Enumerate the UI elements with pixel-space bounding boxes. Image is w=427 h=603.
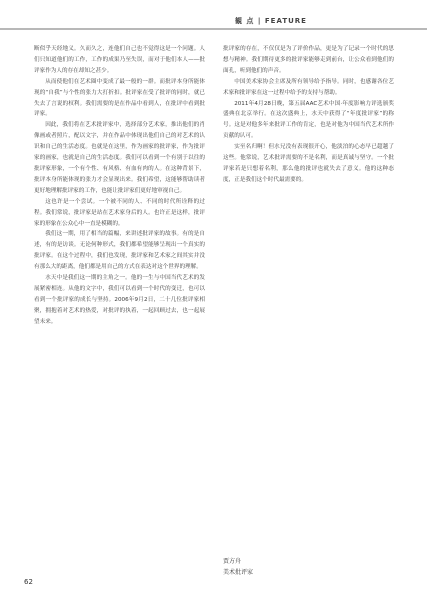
paragraph: 批评家的存在，不仅仅是为了评价作品，更是为了记录一个时代的思想与精神。我们期待更多的批评家能够走到前台，让公众看到他们的面孔，听到他们的声音。: [223, 46, 394, 74]
paragraph: 实至名归啊！但水兄没有表现很开心，他淡泊的心态早已超越了这些。他常说，艺术批评需要的不是名利，而是真诚与坚守。一个批评家若是只想着名利，那么他的批评也就失去了意义。他的这种态度，正是我们这个时代最需要的。: [223, 144, 394, 183]
author-signature: [223, 556, 253, 578]
page-number: 62: [24, 578, 33, 586]
paragraph: 我们这一期，用了相当的篇幅，来讲述批评家的故事。有的是自述，有的是访谈。无论何种形式，我们都希望能够呈现出一个真实的批评家。在这个过程中，我们也发现，批评家和艺术家之间其实并没有那么大的距离，他们都是用自己的方式在表达对这个世界的理解。: [34, 231, 205, 271]
author-name: 贾方舟: [223, 558, 242, 565]
paragraph: 2011年4月28日晚，第五届AAC艺术中国·年度影响力评选颁奖盛典在北京举行。在这次盛典上，水天中获得了“年度批评家”的称号。这是对他多年来批评工作的肯定，也是对他为中国当代艺术所作贡献的认可。: [223, 100, 394, 140]
left-text-column: [34, 44, 205, 554]
section-separator: |: [257, 17, 262, 25]
section-title: 観 点: [235, 17, 255, 25]
section-title-en: FEATURE: [264, 17, 307, 25]
right-text-column: [223, 44, 394, 484]
header-rule: [0, 28, 427, 30]
paragraph: 断似乎天经地义。久而久之，连他们自己也不觉得这是一个问题。人们只知道他们的工作，工作的成果乃至失误，而对于他们本人——批评家作为人的存在却知之甚少。: [34, 46, 205, 74]
paragraph: 从而使他们在艺术圈中变成了最一般的一群。而批评本身所能体现的“自我”与个性的张力大打折扣。批评家在受了批评的同时，就已失去了言说的权利。我们需要的是在作品中看到人，在批评中看到批评家。: [34, 78, 205, 118]
running-header: [0, 14, 427, 30]
paragraph: 水天中是我们这一期的主角之一。他的一生与中国当代艺术的发展紧密相连。从他的文字中，我们可以看到一个时代的变迁，也可以看到一个批评家的成长与坚持。2006年9月2日，二十几位批评家相聚，拥抱着对艺术的热爱，对批评的执着，一起回顾过去，也一起展望未来。: [34, 275, 205, 325]
paragraph: 因此，我们将在艺术批评家中，选择部分艺术家，推出他们的肖像画或者照片，配以文字，并在作品中体现出他们自己的对艺术的认识和自己的生活态度。也就是在这里，作为画家的批评家，作为批评家的画家，也就是自己的生活态度。我们可以看到一个有别于以往的批评家形象，一个有个性、有风格、有血有肉的人。在这种背景下，批评本身所能体现的张力才会显现出来。我们希望，这能够帮助读者更好地理解批评家的工作，也能让批评家们更好地审视自己。: [34, 122, 205, 194]
section-label: [235, 16, 307, 26]
paragraph: 这也许是一个尝试。一个被不同的人、不同的时代所诠释的过程。我们常说，批评家是站在艺术家身后的人。也许正是这样，批评家的形象在公众心中一直是模糊的。: [34, 198, 205, 227]
author-title: 美术批评家: [223, 569, 254, 576]
paragraph: 中国美术家协会主席及所有领导给予指导。同时，也感谢各位艺术家和批评家在这一过程中给予的支持与帮助。: [223, 78, 394, 96]
